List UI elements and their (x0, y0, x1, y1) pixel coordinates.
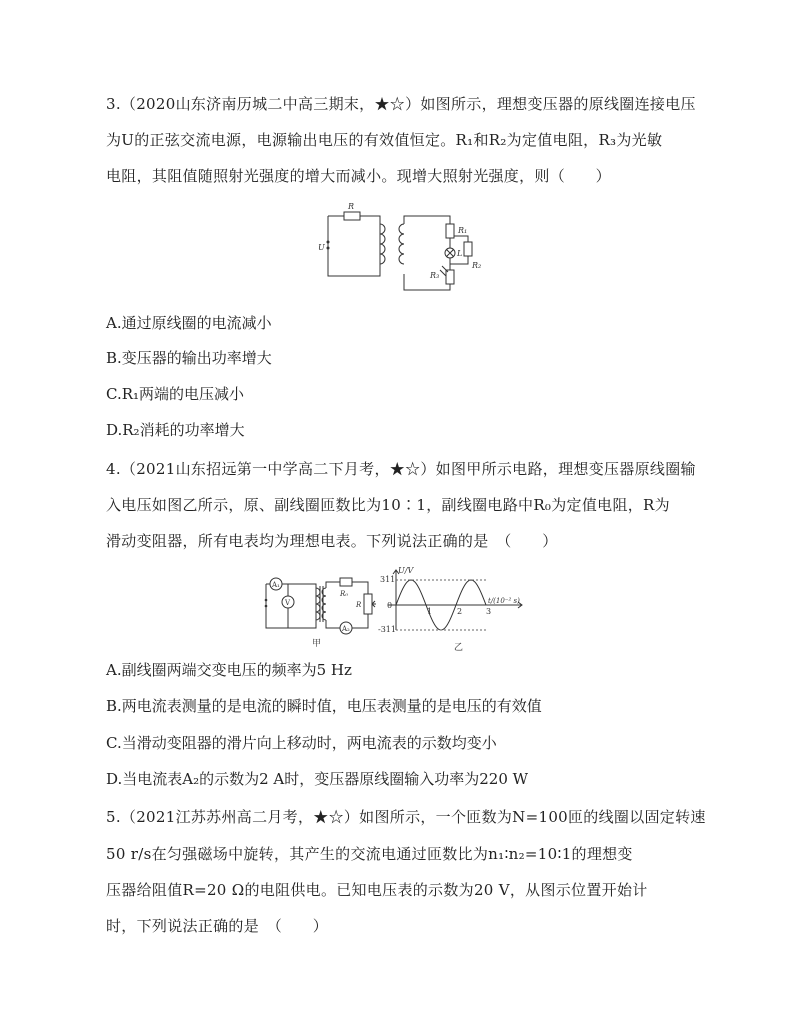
q4-label-a2: A₂ (342, 625, 350, 633)
q3-option-b: B.变压器的输出功率增大 (106, 349, 272, 367)
q4-label-v: V (285, 599, 291, 607)
q3-option-d: D.R₂消耗的功率增大 (106, 421, 245, 439)
q3-label-r2: R₂ (472, 261, 482, 270)
q3-secondary-coil (399, 224, 404, 264)
q3-resistor-r1 (446, 224, 454, 238)
q4-stem-line-1: 4.（2021山东招远第一中学高二下月考，★☆）如图甲所示电路，理想变压器原线圈输 (106, 460, 696, 478)
q3-photoresistor-r3 (446, 270, 454, 284)
q4-chart-ytick-neg311: -311 (378, 625, 396, 634)
q3-label-l: L (457, 249, 463, 258)
q4-label-r: R (356, 601, 362, 609)
q3-primary-coil (380, 224, 385, 264)
q3-label-r3: R₃ (430, 271, 440, 280)
q5-stem-line-2: 50 r/s在匀强磁场中旋转，其产生的交流电通过匝数比为n₁∶n₂=10∶1的理想变 (106, 845, 633, 863)
q4-chart-ytick-0: 0 (387, 601, 393, 610)
q3-resistor-r2 (464, 242, 472, 256)
q3-label-r: R (348, 202, 355, 211)
q4-option-d: D.当电流表A₂的示数为2 A时，变压器原线圈输入功率为220 W (106, 770, 529, 788)
q4-chart-xtick-2: 2 (457, 607, 463, 616)
q4-chart-y-label: U/V (398, 566, 414, 575)
q4-label-r0: R₀ (340, 590, 349, 598)
q4-label-a1: A₁ (272, 581, 280, 589)
q4-chart-ytick-311: 311 (380, 575, 396, 584)
q3-label-u: U (318, 243, 325, 252)
q4-circuit-diagram-jia (258, 574, 386, 650)
q3-stem-line-1: 3.（2020山东济南历城二中高三期末，★☆）如图所示，理想变压器的原线圈连接电压 (106, 95, 696, 113)
q5-stem-line-3: 压器给阻值R=20 Ω的电阻供电。已知电压表的示数为20 V，从图示位置开始计 (106, 881, 648, 899)
q3-option-c: C.R₁两端的电压减小 (106, 385, 245, 403)
q4-caption-jia: 甲 (312, 639, 322, 649)
q3-stem-line-3: 电阻，其阻值随照射光强度的增大而减小。现增大照射光强度，则（ ） (106, 167, 611, 185)
q4-chart-xtick-3: 3 (486, 607, 492, 616)
q4-option-a: A.副线圈两端交变电压的频率为5 Hz (106, 661, 352, 679)
q4-option-c: C.当滑动变阻器的滑片向上移动时，两电流表的示数均变小 (106, 734, 497, 752)
q5-stem-line-1: 5.（2021江苏苏州高二月考，★☆）如图所示，一个匝数为N=100匝的线圈以固定转速 (106, 808, 706, 826)
q4-stem-line-3: 滑动变阻器，所有电表均为理想电表。下列说法正确的是 （ ） (106, 532, 558, 550)
q3-option-a: A.通过原线圈的电流减小 (106, 314, 272, 332)
q5-stem-line-4: 时，下列说法正确的是 （ ） (106, 917, 329, 935)
q3-resistor-r (344, 212, 360, 220)
q4-rheostat-r (364, 594, 372, 614)
q4-primary-coil (316, 588, 320, 620)
q3-circuit-diagram (318, 200, 482, 296)
q4-voltage-waveform-chart (378, 566, 538, 654)
q4-stem-line-2: 入电压如图乙所示，原、副线圈匝数比为10∶1，副线圈电路中R₀为定值电阻，R为 (106, 496, 670, 514)
q4-option-b: B.两电流表测量的是电流的瞬时值，电压表测量的是电压的有效值 (106, 697, 542, 715)
q3-label-r1: R₁ (458, 226, 468, 235)
q4-chart-x-label: t/(10⁻² s) (488, 597, 520, 605)
q4-caption-yi: 乙 (454, 643, 464, 653)
q4-resistor-r0 (340, 578, 352, 586)
q4-chart-xtick-1: 1 (427, 607, 433, 616)
q3-stem-line-2: 为U的正弦交流电源，电源输出电压的有效值恒定。R₁和R₂为定值电阻，R₃为光敏 (106, 131, 663, 149)
